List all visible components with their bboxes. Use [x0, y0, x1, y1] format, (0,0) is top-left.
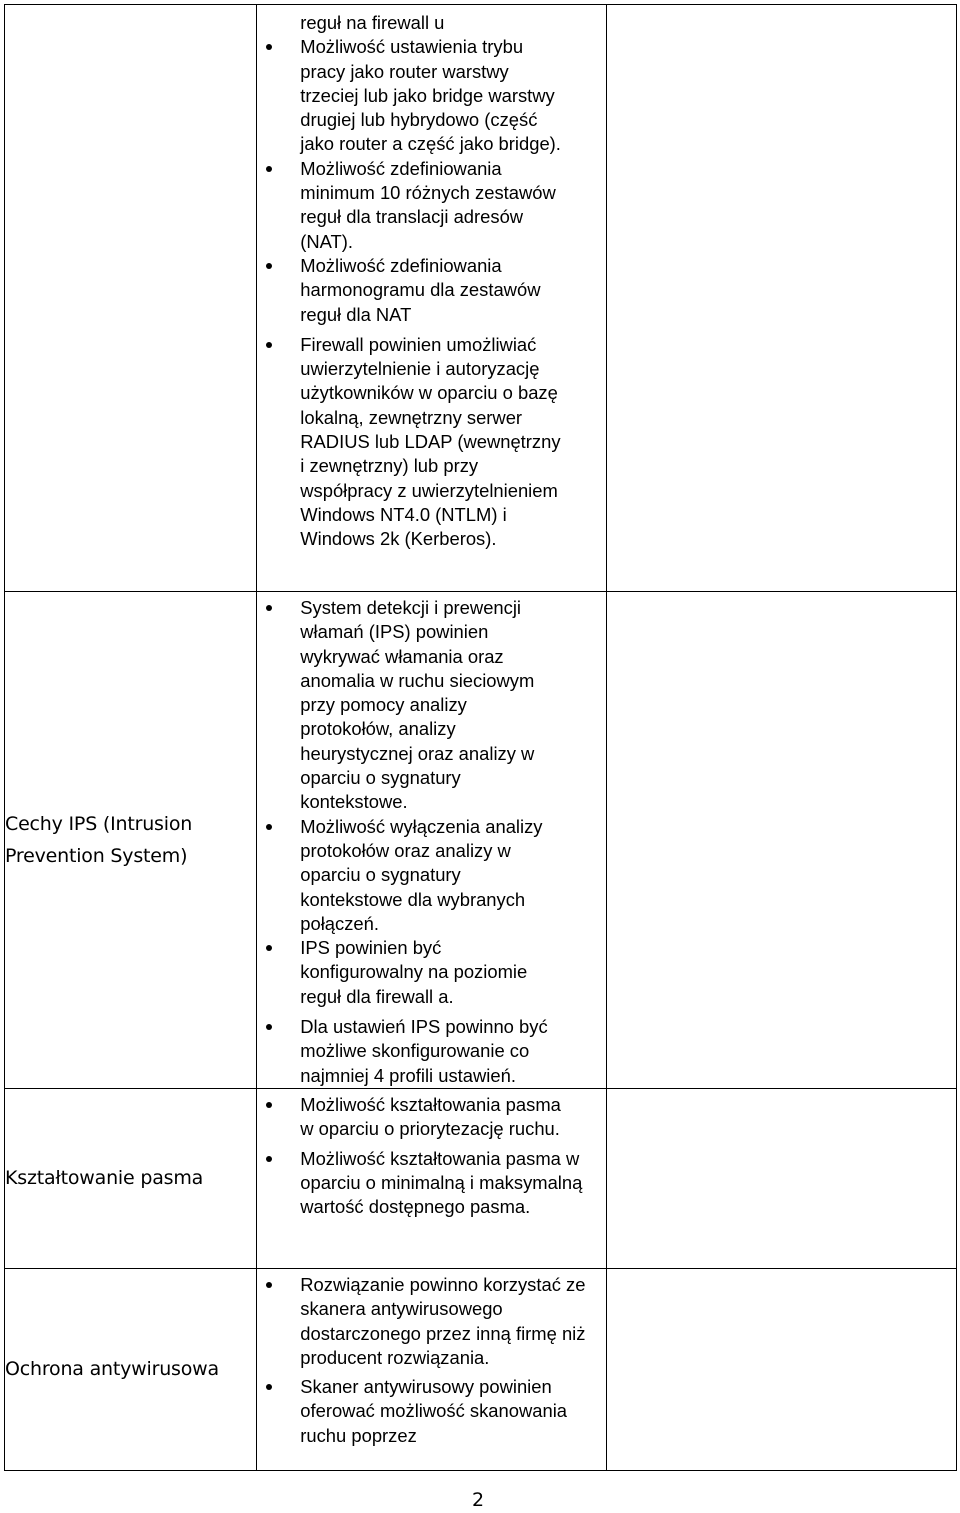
list-item: Możliwość kształtowania pasma w oparciu o minimalną i maksymalną wartość dostępnego pasma.	[257, 1147, 600, 1220]
table-row	[5, 1268, 957, 1470]
table-row	[5, 5, 957, 592]
requirements-list	[257, 5, 605, 552]
remarks-cell	[606, 1088, 956, 1268]
table-row	[5, 1088, 957, 1268]
list-item: Możliwość kształtowania pasma w oparciu o priorytezację ruchu.	[257, 1093, 562, 1142]
list-item: Możliwość wyłączenia analizy protokołów oraz analizy w oparciu o sygnatury kontekstowe dla wybranych połączeń.	[257, 815, 562, 936]
list-item: IPS powinien być konfigurowalny na poziomie reguł dla firewall a.	[257, 936, 562, 1009]
page-number: 2	[472, 1489, 485, 1511]
category-cell: Ochrona antywirusowa	[5, 1268, 257, 1470]
list-item: reguł na firewall u	[300, 12, 445, 33]
category-cell: Kształtowanie pasma	[5, 1088, 257, 1268]
category-cell	[5, 5, 257, 592]
list-item: Możliwość zdefiniowania harmonogramu dla zestawów reguł dla NAT	[257, 254, 562, 327]
requirements-cell	[257, 5, 606, 592]
list-item: Możliwość zdefiniowania minimum 10 różnych zestawów reguł dla translacji adresów (NAT).	[257, 157, 562, 254]
requirements-cell	[257, 592, 606, 1089]
table-row	[5, 592, 957, 1089]
list-item: Skaner antywirusowy powinien oferować możliwość skanowania ruchu poprzez	[257, 1375, 600, 1448]
requirements-list	[257, 1089, 605, 1219]
list-item: Dla ustawień IPS powinno być możliwe skonfigurowanie co najmniej 4 profili ustawień.	[257, 1015, 590, 1088]
remarks-cell	[606, 1268, 956, 1470]
requirements-list	[257, 1269, 605, 1448]
remarks-cell	[606, 5, 956, 592]
requirements-cell	[257, 1088, 606, 1268]
list-item: System detekcji i prewencji włamań (IPS) powinien wykrywać włamania oraz anomalia w ruchu sieciowym przy pomocy analizy protokołów, analizy heurystycznej oraz analizy w oparciu o sygnatury kontekstowe.	[257, 596, 562, 815]
requirements-list	[257, 592, 605, 1088]
list-item: Firewall powinien umożliwiać uwierzytelnienie i autoryzację użytkowników w oparciu o bazę lokalną, zewnętrzny serwer RADIUS lub LDAP (wewnętrzny i zewnętrzny) lub przy współpracy z uwierzytelnieniem Windows NT4.0 (NTLM) i Windows 2k (Kerberos).	[257, 333, 562, 552]
list-item: Rozwiązanie powinno korzystać ze skanera antywirusowego dostarczonego przez inną firmę niż producent rozwiązania.	[257, 1273, 600, 1370]
remarks-cell	[606, 592, 956, 1089]
list-item: Możliwość ustawienia trybu pracy jako router warstwy trzeciej lub jako bridge warstwy drugiej lub hybrydowo (część jako router a część jako bridge).	[257, 35, 562, 156]
requirements-cell	[257, 1268, 606, 1470]
requirements-table	[4, 4, 957, 1471]
category-cell: Cechy IPS (Intrusion Prevention System)	[5, 592, 257, 1089]
